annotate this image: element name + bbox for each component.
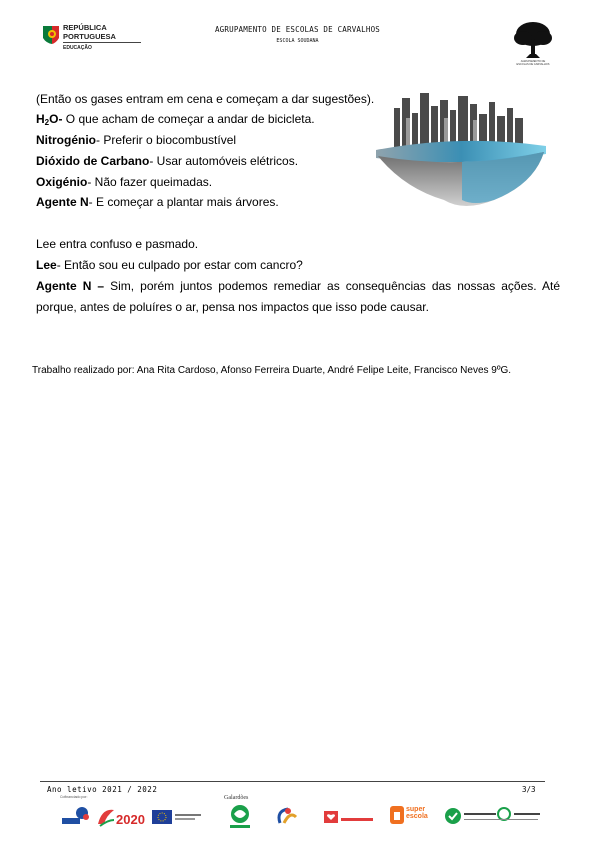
portugal-2020-logo: [96, 806, 146, 828]
portugal-2020-label: 2020: [116, 812, 145, 827]
co2-speaker: Dióxido de Carbano: [36, 154, 150, 168]
school-tree-logo: [512, 20, 554, 72]
logo-line2: PORTUGUESA: [63, 31, 116, 41]
quality-seal-logo-icon: [444, 805, 542, 827]
agente-n-speech-1: - E começar a plantar mais árvores.: [88, 195, 279, 209]
lee-enters-line: Lee entra confuso e pasmado.: [36, 237, 199, 251]
intro-line: (Então os gases entram em cena e começam a dar sugestões).: [36, 92, 375, 106]
super-escola-label: super escola: [406, 806, 428, 820]
oxigenio-speaker: Oxigénio: [36, 175, 88, 189]
h2o-line: [36, 112, 315, 130]
awards-label: Galardões: [224, 795, 249, 801]
co2-line: [36, 154, 298, 168]
portugal-shield-icon: [42, 24, 60, 46]
heart-school-logo-icon: [320, 805, 376, 827]
lee-line: [36, 258, 303, 272]
tree-icon: [512, 20, 554, 60]
cofinanced-label: Cofinanciado por:: [60, 795, 88, 799]
agente-n-speech-2: Sim, porém juntos podemos remediar as consequências das nossas ações. Até porque, antes de poluíres o ar, pensa nos impactos que isso pode causar.: [36, 279, 560, 314]
school-title: AGRUPAMENTO DE ESCOLAS DE CARVALHOS: [214, 25, 381, 34]
agente-n-paragraph: [36, 276, 560, 317]
footer-page-number: 3/3: [522, 785, 536, 794]
agente-n-speaker: Agente N: [36, 195, 89, 209]
footer-school-year: Ano letivo 2021 / 2022: [47, 785, 158, 794]
oxigenio-line: [36, 175, 212, 189]
floating-island-city-image: [374, 88, 548, 218]
super-escola-icon: [390, 806, 404, 824]
nitrogenio-speech: - Preferir o biocombustível: [96, 133, 237, 147]
tree-caption-line1: AGRUPAMENTO DE: [520, 60, 546, 63]
h2o-speech: O que acham de começar a andar de bicicleta.: [62, 112, 315, 126]
logo-line1: REPÚBLICA: [63, 23, 107, 32]
h2o-speaker: $H_2O-$: [36, 112, 63, 127]
logo-divider: [63, 42, 141, 43]
escola-saudavel-logo-icon: [274, 805, 310, 827]
nitrogenio-line: [36, 133, 236, 147]
republica-portuguesa-logo: [42, 22, 132, 56]
school-subtitle: ESCOLA SOUDANA: [276, 38, 319, 44]
lee-speaker: Lee: [36, 258, 57, 272]
super-escola-logo: [390, 802, 436, 826]
eu-flag-logo-icon: [152, 805, 204, 827]
footer-divider: [40, 781, 545, 782]
agente-n-speaker-2: Agente N –: [36, 279, 105, 293]
lee-speech: - Então sou eu culpado por estar com cancro?: [56, 258, 303, 272]
portugal-2020-swirl-icon: [96, 806, 116, 828]
credits-line: Trabalho realizado por: Ana Rita Cardoso, Afonso Ferreira Duarte, André Felipe Leite, Francisco Neves 9ºG.: [32, 365, 512, 376]
agente-n-line-1: [36, 195, 279, 209]
oxigenio-speech: - Não fazer queimadas.: [87, 175, 213, 189]
tree-caption-line2: ESCOLAS DE CARVALHOS: [516, 63, 550, 66]
logo-subtitle: EDUCAÇÃO: [63, 45, 92, 51]
eco-escolas-logo-icon: [226, 803, 254, 829]
nitrogenio-speaker: Nitrogénio: [36, 133, 96, 147]
co2-speech: - Usar automóveis elétricos.: [149, 154, 299, 168]
poch-logo-icon: [62, 805, 90, 827]
